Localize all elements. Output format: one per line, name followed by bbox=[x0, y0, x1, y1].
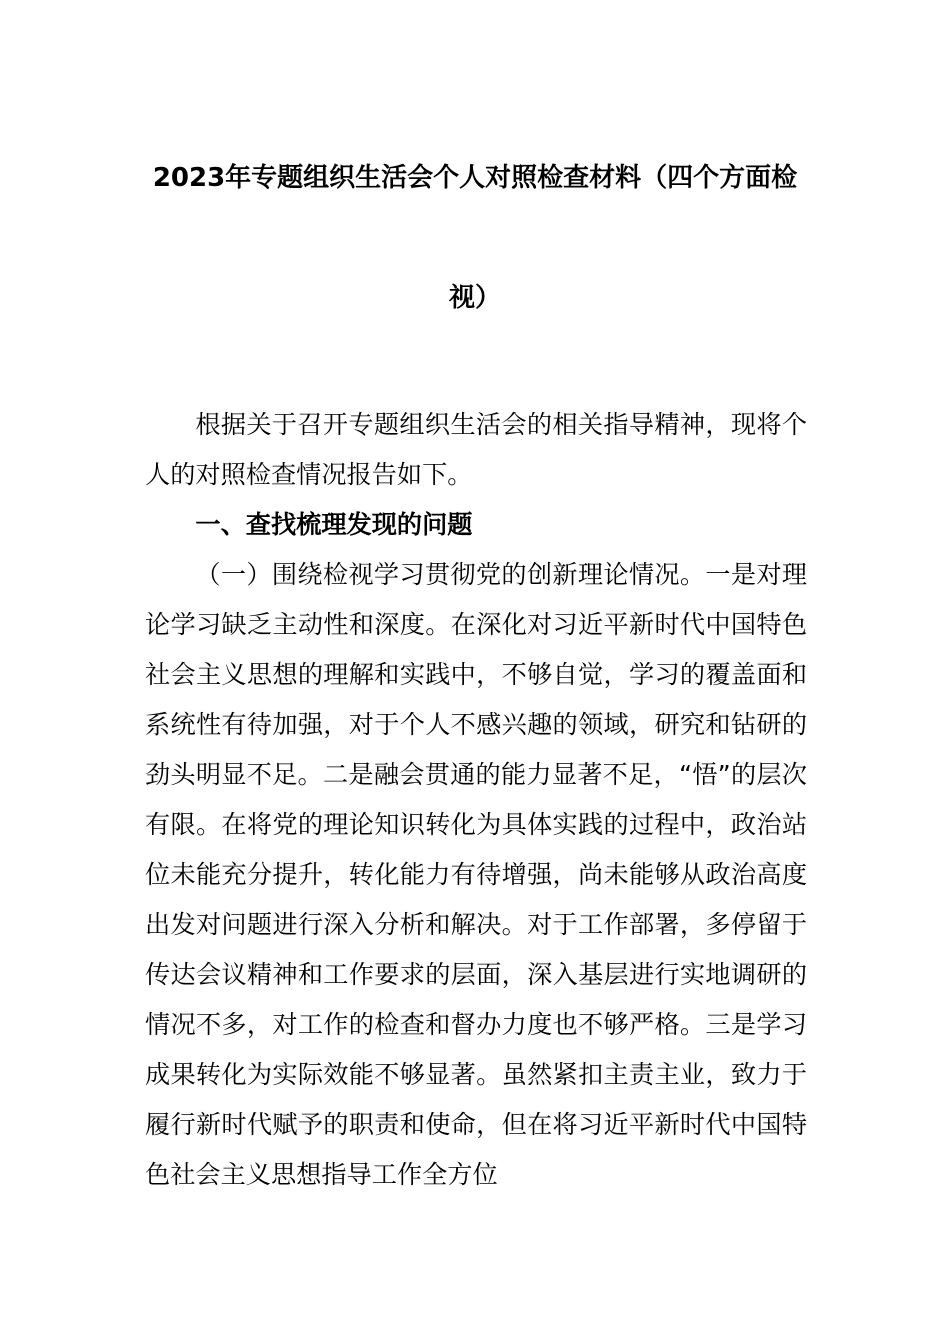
document-title-line-1: 2023年专题组织生活会个人对照检查材料（四个方面检 bbox=[152, 163, 798, 193]
section-paragraph: （一）围绕检视学习贯彻党的创新理论情况。一是对理论学习缺乏主动性和深度。在深化对习近平新时代中国特色社会主义思想的理解和实践中，不够自觉，学习的覆盖面和系统性有待加强，对于个人不感兴趣的领域，研究和钻研的劲头明显不足。二是融会贯通的能力显著不足，“悟”的层次有限。在将党的理论知识转化为具体实践的过程中，政治站位未能充分提升，转化能力有待增强，尚未能够从政治高度出发对问题进行深入分析和解决。对于工作部署，多停留于传达会议精神和工作要求的层面，深入基层进行实地调研的情况不多，对工作的检查和督办力度也不够严格。三是学习成果转化为实际效能不够显著。虽然紧扣主责主业，致力于履行新时代赋予的职责和使命，但在将习近平新时代中国特色社会主义思想指导工作全方位 bbox=[145, 560, 807, 1189]
section-heading: 一、查找梳理发现的问题 bbox=[195, 510, 473, 539]
intro-paragraph: 根据关于召开专题组织生活会的相关指导精神，现将个人的对照检查情况报告如下。 bbox=[145, 410, 807, 489]
document-title-line-2: 视） bbox=[448, 283, 501, 313]
document-body bbox=[145, 400, 807, 1200]
